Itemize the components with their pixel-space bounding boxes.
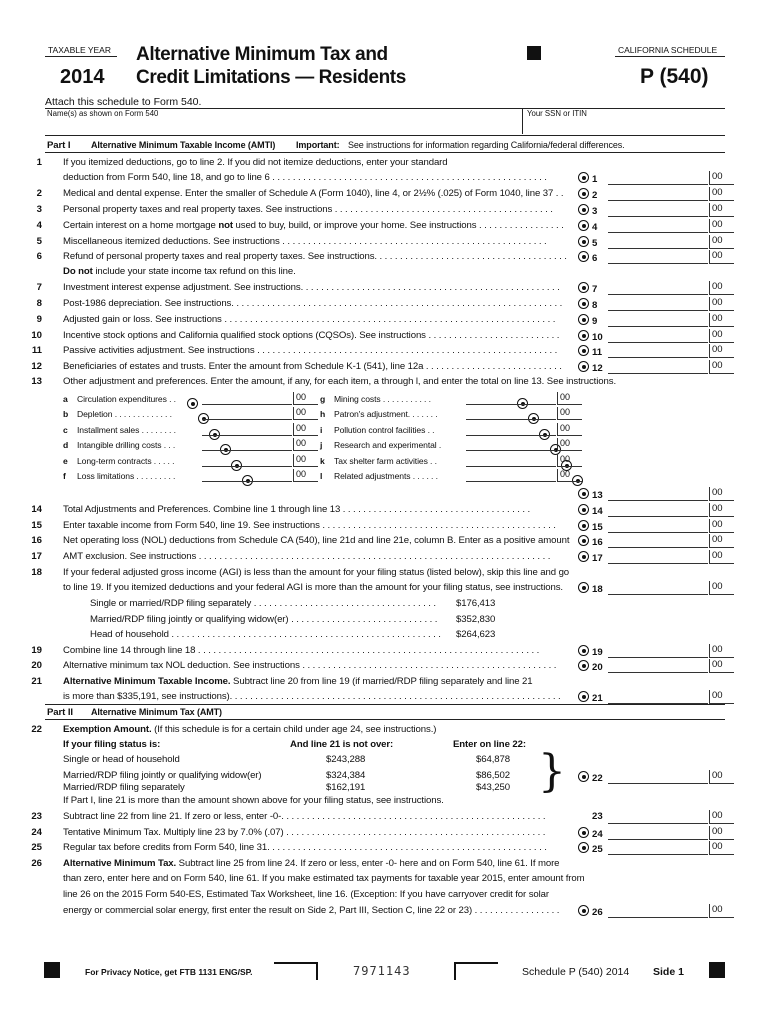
taxable-year-label: TAXABLE YEAR	[48, 45, 111, 55]
line-text: Net operating loss (NOL) deductions from Schedule CA (540), line 21d and line 21e, column B. Enter as a positive amount	[63, 535, 570, 546]
subline-text: Depletion . . . . . . . . . . . . .	[77, 409, 172, 419]
subline-letter: d	[63, 440, 69, 450]
line-ref	[578, 551, 603, 564]
form-title-line1: Alternative Minimum Tax and	[136, 44, 388, 65]
cents-field[interactable]: 00	[709, 203, 734, 217]
line-ref	[578, 504, 603, 517]
line-text-part: Alternative Minimum Taxable Income.	[63, 676, 231, 687]
line-number: 11	[31, 345, 42, 356]
threshold-amount: $264,623	[456, 629, 496, 640]
cents-field[interactable]: 00	[709, 534, 734, 548]
sub-amount-field[interactable]	[466, 438, 556, 451]
registration-square-icon	[527, 46, 541, 60]
cents-field[interactable]: 00	[293, 423, 318, 436]
subline-text: Related adjustments . . . . . .	[334, 471, 438, 481]
bullet-icon	[578, 361, 589, 372]
line-ref	[578, 220, 597, 233]
line-ref-number: 23	[592, 811, 603, 822]
cents-field[interactable]: 00	[709, 503, 734, 517]
subline-letter: a	[63, 394, 68, 404]
line-text: If your federal adjusted gross income (AGI) is less than the amount for your filing status (listed below), skip this line and go	[63, 567, 570, 578]
amount-field[interactable]	[608, 219, 708, 233]
bullet-icon	[578, 314, 589, 325]
line-ref-number: 14	[592, 506, 603, 517]
line-text	[63, 858, 723, 869]
amount-field[interactable]	[608, 250, 708, 264]
line-ref	[578, 172, 597, 185]
line-ref	[578, 660, 603, 673]
line-text	[63, 266, 723, 277]
bullet-icon	[578, 220, 589, 231]
cents-field[interactable]: 00	[557, 469, 582, 482]
line-ref-number: 2	[592, 190, 598, 201]
col-header-enter: Enter on line 22:	[453, 739, 526, 750]
line-text: Post-1986 depreciation. See instructions. . . . . . . . . . . . . . . . . . . . . . . . . . . . . . . . . . . . . . . . . . . . . . . . . . . . . . . . . . . . . . . . .	[63, 298, 563, 309]
part1-important: Important:	[296, 140, 340, 150]
line-number: 22	[31, 724, 42, 735]
line-text-part: include your state income tax refund on this line.	[92, 266, 296, 277]
line-number: 10	[31, 330, 42, 341]
line-ref-number: 15	[592, 522, 603, 533]
line-ref	[578, 188, 597, 201]
part1-title: Alternative Minimum Taxable Income (AMTI)	[91, 140, 276, 150]
line-text: Tentative Minimum Tax. Multiply line 23 by 7.0% (.07) . . . . . . . . . . . . . . . . . . . . . . . . . . . . . . . . . . . . . . . . . . . . . . . . . . .	[63, 827, 546, 838]
bullet-icon	[578, 188, 589, 199]
line-text: Subtract line 22 from line 21. If zero or less, enter -0-. . . . . . . . . . . . . . . . . . . . . . . . . . . . . . . . . . . . . . . . . . . . . . . . . . . .	[63, 811, 546, 822]
line-number: 17	[31, 551, 42, 562]
privacy-notice: For Privacy Notice, get FTB 1131 ENG/SP.	[85, 967, 253, 977]
subline-text: Intangible drilling costs . . .	[77, 440, 176, 450]
amount-field[interactable]	[608, 904, 708, 918]
bullet-icon	[187, 398, 198, 409]
line-text: Beneficiaries of estates and trusts. Enter the amount from Schedule K-1 (541), line 12a . . . . . . . . . . . . . . . . . . . . . . . . . . .	[63, 361, 562, 372]
line-ref	[578, 905, 603, 918]
cents-field[interactable]: 00	[557, 438, 582, 451]
line-text-part: not	[218, 220, 233, 231]
line-number: 15	[31, 520, 42, 531]
brace-icon: }	[538, 746, 566, 797]
line-ref-number: 3	[592, 206, 598, 217]
line-number: 13	[31, 376, 42, 387]
line-text: Combine line 14 through line 18 . . . . . . . . . . . . . . . . . . . . . . . . . . . . . . . . . . . . . . . . . . . . . . . . . . . . . . . . . . . . . . . . . . .	[63, 645, 540, 656]
threshold-amount: $352,830	[456, 614, 496, 625]
subline-text: Patron's adjustment. . . . . . .	[334, 409, 438, 419]
registration-square-icon	[44, 962, 60, 978]
line-ref-number: 26	[592, 907, 603, 918]
line-ref	[578, 282, 597, 295]
amount-field[interactable]	[608, 203, 708, 217]
amount-field[interactable]	[608, 171, 708, 185]
subline-letter: b	[63, 409, 69, 419]
cents-field[interactable]: 00	[709, 313, 734, 327]
amount-field[interactable]	[608, 534, 708, 548]
amount-field[interactable]	[608, 644, 708, 658]
line-number: 2	[36, 188, 42, 199]
line-ref	[578, 488, 603, 501]
line-text-part: Alternative Minimum Tax.	[63, 858, 177, 869]
part2-label: Part II	[47, 707, 73, 718]
line-ref-number: 20	[592, 662, 603, 673]
amount-field[interactable]	[608, 770, 708, 784]
line-number: 5	[36, 236, 42, 247]
footer-schedule: Schedule P (540) 2014	[522, 966, 630, 978]
line-ref-number: 17	[592, 553, 603, 564]
line-ref	[578, 236, 597, 249]
corner-mark-right	[454, 962, 498, 980]
subline-letter: h	[320, 409, 326, 419]
bullet-icon	[578, 535, 589, 546]
exemption-notover: $324,384	[326, 770, 366, 781]
sub-amount-field[interactable]	[466, 407, 556, 420]
line-text: AMT exclusion. See instructions . . . . . . . . . . . . . . . . . . . . . . . . . . . . . . . . . . . . . . . . . . . . . . . . . . . . . . . . . . . . . . . . . . . . .	[63, 551, 551, 562]
line-text-part: Certain interest on a home mortgage	[63, 220, 219, 231]
bullet-icon	[578, 282, 589, 293]
line-number: 21	[31, 676, 42, 687]
line-ref	[578, 204, 597, 217]
line-ref-number: 18	[592, 584, 603, 595]
line-text-part: Do not	[63, 266, 93, 277]
subline-letter: g	[320, 394, 326, 404]
line-text	[63, 220, 575, 231]
line-ref	[578, 842, 603, 855]
line-text: Regular tax before credits from Form 540, line 31. . . . . . . . . . . . . . . . . . . . . . . . . . . . . . . . . . . . . . . . . . . . . . . . . . . . . . .	[63, 842, 547, 853]
line-ref-number: 5	[592, 238, 598, 249]
sub-amount-field[interactable]	[466, 392, 556, 405]
line-number: 25	[31, 842, 42, 853]
line-number: 4	[36, 220, 42, 231]
line-ref-number: 24	[592, 829, 603, 840]
line-text: to line 19. If you itemized deductions and your federal AGI is more than the amount for your filing status, see instructions.	[63, 582, 563, 593]
bullet-icon	[578, 842, 589, 853]
line-ref-number: 8	[592, 300, 598, 311]
amount-field[interactable]	[608, 810, 708, 824]
line-text: If you itemized deductions, go to line 2. If you did not itemize deductions, enter your standard	[63, 157, 448, 168]
cents-field[interactable]: 00	[293, 407, 318, 420]
line-text: is more than $335,191, see instructions). . . . . . . . . . . . . . . . . . . . . . . . . . . . . . . . . . . . . . . . . . . . . . . . . . . . . . . . . . . . . . . . .	[63, 691, 561, 702]
bullet-icon	[578, 520, 589, 531]
line-number: 12	[31, 361, 42, 372]
subline-text: Pollution control facilities . .	[334, 425, 435, 435]
schedule-id: P (540)	[640, 65, 709, 88]
line-ref	[578, 251, 597, 264]
line-text: Medical and dental expense. Enter the smaller of Schedule A (Form 1040), line 4, or 2½% (.025) of Form 1040, line 37 . .	[63, 188, 564, 199]
line-text: deduction from Form 540, line 18, and go to line 6 . . . . . . . . . . . . . . . . . . . . . . . . . . . . . . . . . . . . . . . . . . . . . . . . . . . . . .	[63, 172, 547, 183]
cents-field[interactable]: 00	[709, 171, 734, 185]
line-text: Enter taxable income from Form 540, line 19. See instructions . . . . . . . . . . . . . . . . . . . . . . . . . . . . . . . . . . . . . . . . . . . . . .	[63, 520, 556, 531]
exemption-note: If Part I, line 21 is more than the amount shown above for your filing status, see instructions.	[63, 795, 444, 806]
part1-label: Part I	[47, 140, 71, 151]
line-number: 7	[36, 282, 42, 293]
part1-important-text: See instructions for information regarding California/federal differences.	[348, 140, 625, 150]
line-ref	[578, 827, 603, 840]
bullet-icon	[578, 330, 589, 341]
line-text-part: Subtract line 20 from line 19 (if married/RDP filing separately and line 21	[230, 676, 533, 687]
amount-field[interactable]	[608, 313, 708, 327]
line-ref-number: 10	[592, 332, 603, 343]
bullet-icon	[578, 771, 589, 782]
amount-field[interactable]	[608, 344, 708, 358]
subline-letter: c	[63, 425, 68, 435]
cents-field[interactable]: 00	[709, 904, 734, 918]
line-text	[63, 676, 723, 687]
tax-year: 2014	[60, 66, 105, 88]
cents-field[interactable]: 00	[709, 487, 734, 501]
line-ref	[578, 691, 603, 704]
sub-amount-field[interactable]	[466, 423, 556, 436]
line-ref-number: 9	[592, 316, 598, 327]
cents-field[interactable]: 00	[293, 469, 318, 482]
amount-field[interactable]	[608, 235, 708, 249]
amount-field[interactable]	[608, 187, 708, 201]
line-number: 14	[31, 504, 42, 515]
amount-field[interactable]	[608, 826, 708, 840]
threshold-label: Single or married/RDP filing separately . . . . . . . . . . . . . . . . . . . . . . . . . . . . . . . . . . . .	[90, 598, 436, 609]
line-ref	[578, 298, 597, 311]
bullet-icon	[578, 345, 589, 356]
sub-amount-field[interactable]	[202, 392, 292, 405]
part2-title: Alternative Minimum Tax (AMT)	[91, 707, 222, 717]
line-ref	[578, 314, 597, 327]
amount-field[interactable]	[608, 690, 708, 704]
amount-field[interactable]	[608, 487, 708, 501]
line-text-part: (If this schedule is for a certain child under age 24, see instructions.)	[151, 724, 437, 735]
line-text: Miscellaneous itemized deductions. See instructions . . . . . . . . . . . . . . . . . . . . . . . . . . . . . . . . . . . . . . . . . . . . . . . . . . . .	[63, 236, 547, 247]
line-ref-number: 16	[592, 537, 603, 548]
cents-field[interactable]: 00	[293, 438, 318, 451]
sub-amount-field[interactable]	[466, 454, 556, 467]
line-ref-number: 25	[592, 844, 603, 855]
cents-field[interactable]: 00	[709, 826, 734, 840]
schedule-label: CALIFORNIA SCHEDULE	[618, 45, 718, 55]
col-header-notover: And line 21 is not over:	[290, 739, 394, 750]
line-ref-number: 22	[592, 773, 603, 784]
cents-field[interactable]: 00	[709, 841, 734, 855]
line-text: than zero, enter here and on Form 540, line 61. If you make estimated tax payments for taxable year 2015, enter amount from	[63, 873, 585, 884]
line-text: energy or commercial solar energy, first enter the result on Side 2, Part III, Section C, line 22 or 23) . . . . . . . . . . . . . . . . .	[63, 905, 560, 916]
line-ref-number: 4	[592, 222, 598, 233]
line-ref	[578, 361, 603, 374]
line-ref-number: 19	[592, 647, 603, 658]
subline-text: Tax shelter farm activities . .	[334, 456, 437, 466]
exemption-notover: $243,288	[326, 754, 366, 765]
line-ref-number: 1	[592, 174, 598, 185]
line-text: line 26 on the 2015 Form 540-ES, Estimated Tax Worksheet, line 16. (Exception: If you have carryover credit for solar	[63, 889, 549, 900]
threshold-label: Married/RDP filing jointly or qualifying widow(er) . . . . . . . . . . . . . . . . . . . . . . . . . . . . .	[90, 614, 438, 625]
subline-text: Mining costs . . . . . . . . . . .	[334, 394, 431, 404]
cents-field[interactable]: 00	[709, 281, 734, 295]
line-number: 26	[31, 858, 42, 869]
line-ref-number: 12	[592, 363, 603, 374]
subline-letter: k	[320, 456, 325, 466]
line-text: Refund of personal property taxes and real property taxes. See instructions. . . . . . . . . . . . . . . . . . . . . . . . . . . . . . . . . . . . . .	[63, 251, 567, 262]
exemption-amount: $64,878	[476, 754, 510, 765]
subline-text: Long-term contracts . . . . .	[77, 456, 175, 466]
cents-field[interactable]: 00	[709, 187, 734, 201]
line-text-part: Subtract line 25 from line 24. If zero or less, enter -0- here and on Form 540, line 61. If more	[176, 858, 560, 869]
threshold-label: Head of household . . . . . . . . . . . . . . . . . . . . . . . . . . . . . . . . . . . . . . . . . . . . . . . . . . . . .	[90, 629, 441, 640]
line-ref	[578, 535, 603, 548]
cents-field[interactable]: 00	[709, 550, 734, 564]
cents-field[interactable]: 00	[709, 297, 734, 311]
bullet-icon	[578, 905, 589, 916]
bullet-icon	[578, 172, 589, 183]
bullet-icon	[578, 660, 589, 671]
line-number: 9	[36, 314, 42, 325]
amount-field[interactable]	[608, 503, 708, 517]
footer-side: Side 1	[653, 966, 684, 978]
bullet-icon	[578, 204, 589, 215]
line-ref	[578, 345, 602, 358]
cents-field[interactable]: 00	[709, 659, 734, 673]
cents-field[interactable]: 00	[293, 454, 318, 467]
line-text: Other adjustment and preferences. Enter the amount, if any, for each item, a through l, and enter the total on line 13. See instructions.	[63, 376, 617, 387]
line-ref	[578, 520, 603, 533]
exemption-status: Single or head of household	[63, 754, 180, 765]
line-text	[63, 724, 436, 735]
line-ref-number: 21	[592, 693, 603, 704]
line-number: 16	[31, 535, 42, 546]
line-number: 18	[31, 567, 42, 578]
line-text: Personal property taxes and real property taxes. See instructions . . . . . . . . . . . . . . . . . . . . . . . . . . . . . . . . . . . . . . . . . . .	[63, 204, 553, 215]
line-number: 23	[31, 811, 42, 822]
cents-field[interactable]: 00	[557, 392, 582, 405]
amount-field[interactable]	[608, 519, 708, 533]
ssn-field[interactable]	[526, 119, 724, 134]
line-number: 3	[36, 204, 42, 215]
exemption-status: Married/RDP filing separately	[63, 782, 185, 793]
subline-letter: f	[63, 471, 66, 481]
cents-field[interactable]: 00	[709, 581, 734, 595]
subline-letter: l	[320, 471, 323, 481]
names-label: Name(s) as shown on Form 540	[47, 109, 159, 118]
cents-field[interactable]: 00	[709, 360, 734, 374]
cents-field[interactable]: 00	[709, 344, 734, 358]
bullet-icon	[578, 298, 589, 309]
exemption-notover: $162,191	[326, 782, 366, 793]
line-number: 24	[31, 827, 42, 838]
attach-instruction: Attach this schedule to Form 540.	[45, 96, 202, 108]
form-code: 7971143	[353, 964, 411, 978]
line-ref	[578, 771, 603, 784]
sub-amount-field[interactable]	[466, 469, 556, 482]
ssn-label: Your SSN or ITIN	[527, 109, 587, 118]
cents-field[interactable]: 00	[293, 392, 318, 405]
bullet-icon	[578, 251, 589, 262]
line-number: 19	[31, 645, 42, 656]
amount-field[interactable]	[608, 360, 708, 374]
corner-mark-left	[274, 962, 318, 980]
line-ref-number: 7	[592, 284, 598, 295]
amount-field[interactable]	[608, 329, 708, 343]
line-ref-number: 13	[592, 490, 603, 501]
line-text: Investment interest expense adjustment. See instructions. . . . . . . . . . . . . . . . . . . . . . . . . . . . . . . . . . . . . . . . . . . . . . . . . . .	[63, 282, 560, 293]
line-text: Alternative minimum tax NOL deduction. See instructions . . . . . . . . . . . . . . . . . . . . . . . . . . . . . . . . . . . . . . . . . . . . . . . . . .	[63, 660, 557, 671]
amount-field[interactable]	[608, 841, 708, 855]
line-number: 8	[36, 298, 42, 309]
cents-field[interactable]: 00	[709, 219, 734, 233]
line-text-part: used to buy, build, or improve your home. See instructions . . . . . . . . . . . . . . . . .	[232, 220, 564, 231]
subline-text: Loss limitations . . . . . . . . .	[77, 471, 176, 481]
bullet-icon	[578, 488, 589, 499]
names-field[interactable]	[46, 119, 520, 134]
cents-field[interactable]: 00	[709, 250, 734, 264]
sub-amount-field[interactable]	[202, 423, 292, 436]
exemption-amount: $43,250	[476, 782, 510, 793]
line-ref	[578, 811, 603, 822]
cents-field[interactable]: 00	[709, 690, 734, 704]
line-number: 6	[36, 251, 42, 262]
bullet-icon	[578, 691, 589, 702]
cents-field[interactable]: 00	[709, 519, 734, 533]
cents-field[interactable]: 00	[709, 329, 734, 343]
bullet-icon	[578, 582, 589, 593]
sub-amount-field[interactable]	[202, 469, 292, 482]
amount-field[interactable]	[608, 281, 708, 295]
line-ref	[578, 645, 603, 658]
cents-field[interactable]: 00	[557, 454, 582, 467]
subline-letter: j	[320, 440, 323, 450]
cents-field[interactable]: 00	[557, 423, 582, 436]
subline-text: Research and experimental .	[334, 440, 442, 450]
registration-square-icon	[709, 962, 725, 978]
amount-field[interactable]	[608, 659, 708, 673]
line-text: Adjusted gain or loss. See instructions . . . . . . . . . . . . . . . . . . . . . . . . . . . . . . . . . . . . . . . . . . . . . . . . . . . . . . . . . . . . . . . . .	[63, 314, 556, 325]
col-header-status: If your filing status is:	[63, 739, 161, 750]
line-text-part: Exemption Amount.	[63, 724, 152, 735]
bullet-icon	[578, 504, 589, 515]
line-number: 1	[36, 157, 42, 168]
bullet-icon	[578, 236, 589, 247]
subline-text: Circulation expenditures . .	[77, 394, 176, 404]
line-ref-number: 11	[592, 347, 603, 358]
subline-text: Installment sales . . . . . . . .	[77, 425, 176, 435]
amount-field[interactable]	[608, 581, 708, 595]
threshold-amount: $176,413	[456, 598, 496, 609]
subline-letter: i	[320, 425, 323, 435]
line-number: 20	[31, 660, 42, 671]
cents-field[interactable]: 00	[557, 407, 582, 420]
subline-letter: e	[63, 456, 68, 466]
exemption-amount: $86,502	[476, 770, 510, 781]
line-ref-number: 6	[592, 253, 598, 264]
line-ref	[578, 582, 603, 595]
bullet-icon	[578, 551, 589, 562]
sub-amount-field[interactable]	[202, 454, 292, 467]
amount-field[interactable]	[608, 297, 708, 311]
exemption-status: Married/RDP filing jointly or qualifying widow(er)	[63, 770, 262, 781]
cents-field[interactable]: 00	[709, 235, 734, 249]
cents-field[interactable]: 00	[709, 770, 734, 784]
line-text: Passive activities adjustment. See instructions . . . . . . . . . . . . . . . . . . . . . . . . . . . . . . . . . . . . . . . . . . . . . . . . . . . . . . . . . . .	[63, 345, 558, 356]
amount-field[interactable]	[608, 550, 708, 564]
form-title-line2: Credit Limitations — Residents	[136, 67, 406, 88]
bullet-icon	[578, 645, 589, 656]
line-text: Incentive stock options and California qualified stock options (CQSOs). See instructions . . . . . . . . . . . . . . . . . . . . . . . . . .	[63, 330, 560, 341]
cents-field[interactable]: 00	[709, 810, 734, 824]
bullet-icon	[578, 827, 589, 838]
line-text: Total Adjustments and Preferences. Combine line 1 through line 13 . . . . . . . . . . . . . . . . . . . . . . . . . . . . . . . . . . . . .	[63, 504, 531, 515]
sub-amount-field[interactable]	[202, 407, 292, 420]
sub-amount-field[interactable]	[202, 438, 292, 451]
line-ref	[578, 330, 603, 343]
cents-field[interactable]: 00	[709, 644, 734, 658]
